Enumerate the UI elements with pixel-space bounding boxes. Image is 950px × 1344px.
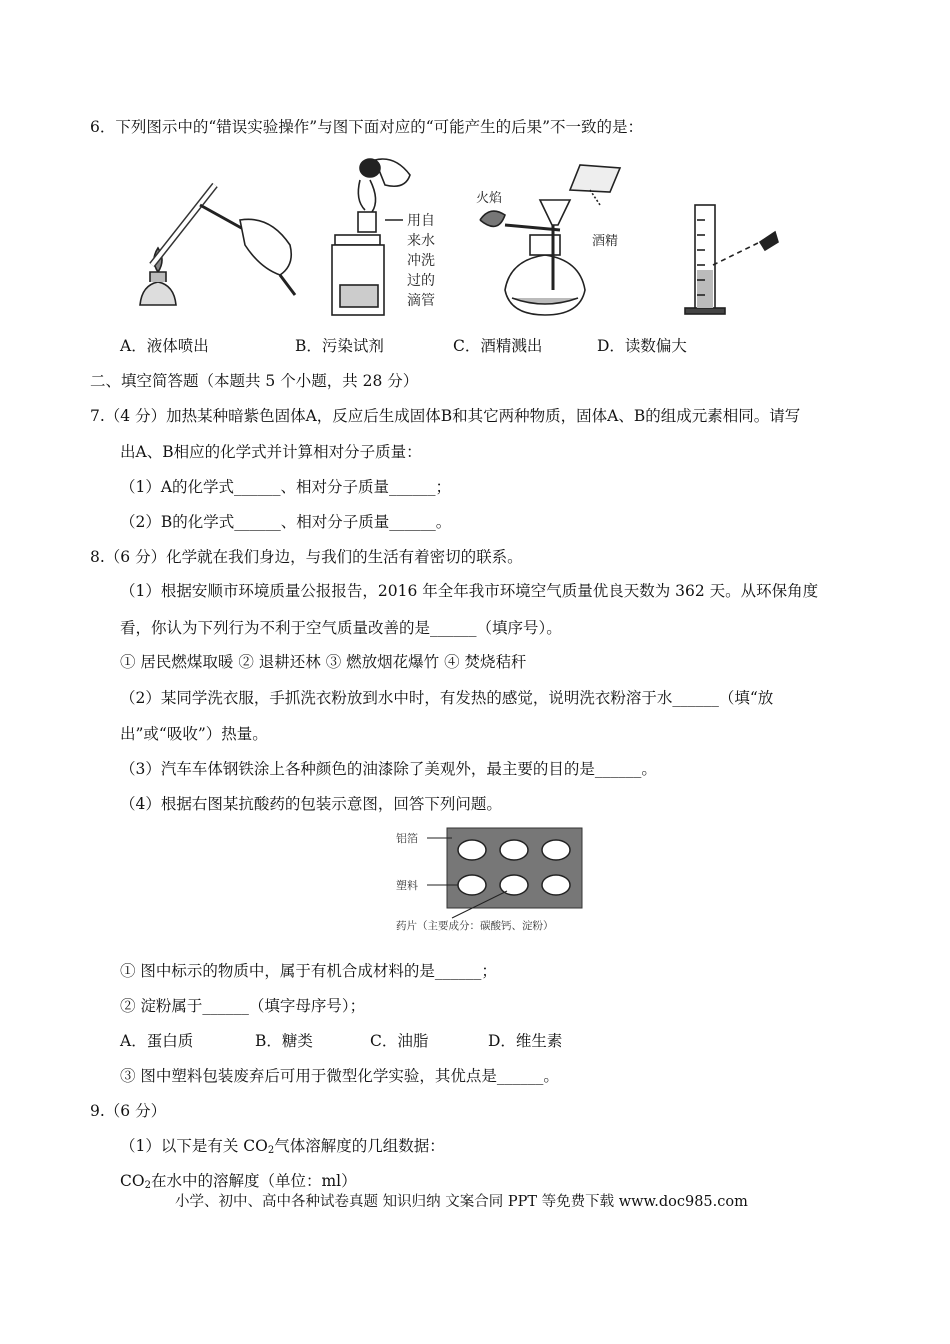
pill-icon — [458, 840, 486, 860]
q8-sub3: ③ 图中塑料包装废弃后可用于微型化学实验，其优点是______。 — [120, 1067, 559, 1085]
q8-line6: 出”或“吸收”）热量。 — [120, 725, 268, 743]
q8-sub2-option-b: B．糖类 — [255, 1032, 313, 1050]
page-footer: 小学、初中、高中各种试卷真题 知识归纳 文案合同 PPT 等免费下载 www.doc985.com — [175, 1194, 748, 1210]
fig-b-note-line: 冲洗 — [407, 253, 435, 269]
q8-line5: （2）某同学洗衣服，手抓洗衣粉放到水中时，有发热的感觉，说明洗衣粉溶于水______（填“放 — [120, 689, 774, 707]
q9-line3: $CO_2$在水中的溶解度（单位：ml） — [120, 1172, 357, 1191]
q8-line7: （3）汽车车体钢铁涂上各种颜色的油漆除了美观外，最主要的目的是______。 — [120, 760, 657, 778]
q8-sub1: ① 图中标示的物质中，属于有机合成材料的是______； — [120, 962, 497, 980]
q6-option-a: A．液体喷出 — [120, 337, 209, 355]
fig-b-note-line: 用自 — [407, 213, 435, 229]
q6-stem: 6．下列图示中的“错误实验操作”与图下面对应的“可能产生的后果”不一致的是： — [90, 118, 644, 136]
fig-b-note — [407, 213, 435, 309]
q8-sub2: ② 淀粉属于______（填字母序号）； — [120, 997, 366, 1015]
q7-line4: （2）B的化学式______、相对分子质量______。 — [120, 513, 452, 531]
q8-line2: （1）根据安顺市环境质量公报报告，2016 年全年我市环境空气质量优良天数为 362 天。从环保角度 — [120, 582, 819, 600]
fig-b-dropper-bottle — [332, 159, 410, 315]
fig-b-note-line: 过的 — [407, 273, 435, 289]
fig-a-test-tube-heating — [140, 185, 295, 305]
section-title: 二、填空简答题（本题共 5 个小题，共 28 分） — [90, 372, 419, 390]
plastic-label: 塑料 — [396, 879, 418, 892]
q8-line1: 8.（6 分）化学就在我们身边，与我们的生活有着密切的联系。 — [90, 548, 523, 566]
q8-line8: （4）根据右图某抗酸药的包装示意图，回答下列问题。 — [120, 795, 502, 813]
q8-sub2-option-d: D．维生素 — [488, 1032, 563, 1050]
q7-line2: 出A、B相应的化学式并计算相对分子质量： — [120, 443, 422, 461]
q8-blister-figure — [392, 823, 592, 935]
fig-b-note-line: 来水 — [407, 233, 435, 249]
q8-line4: ① 居民燃煤取暖 ② 退耕还林 ③ 燃放烟花爆竹 ④ 焚烧秸秆 — [120, 653, 527, 671]
pill-icon — [458, 875, 486, 895]
pill-icon — [542, 875, 570, 895]
foil-label: 铝箔 — [396, 832, 418, 845]
q6-figures — [120, 150, 800, 325]
fig-b-note-line: 滴管 — [407, 293, 435, 309]
q8-sub2-option-c: C．油脂 — [370, 1032, 429, 1050]
q6-option-b: B．污染试剂 — [295, 337, 384, 355]
q9-line2: （1）以下是有关 $CO_2$气体溶解度的几组数据： — [120, 1137, 445, 1156]
q6-option-c: C．酒精溅出 — [453, 337, 543, 355]
pill-icon — [500, 840, 528, 860]
q7-line1: 7.（4 分）加热某种暗紫色固体A，反应后生成固体B和其它两种物质，固体A、B的组成元素相同。请写 — [90, 407, 801, 425]
q9-line1: 9.（6 分） — [90, 1102, 167, 1120]
fig-c-flame-label: 火焰 — [476, 191, 503, 206]
pill-caption: 药片（主要成分：碳酸钙、淀粉） — [396, 920, 554, 932]
q6-option-d: D．读数偏大 — [597, 337, 687, 355]
q8-sub2-option-a: A．蛋白质 — [120, 1032, 194, 1050]
pill-icon — [542, 840, 570, 860]
fig-d-cylinder — [685, 205, 778, 314]
q7-line3: （1）A的化学式______、相对分子质量______； — [120, 478, 452, 496]
q8-line3: 看，你认为下列行为不利于空气质量改善的是______（填序号）。 — [120, 619, 562, 637]
fig-c-alcohol-label: 酒精 — [592, 234, 619, 249]
